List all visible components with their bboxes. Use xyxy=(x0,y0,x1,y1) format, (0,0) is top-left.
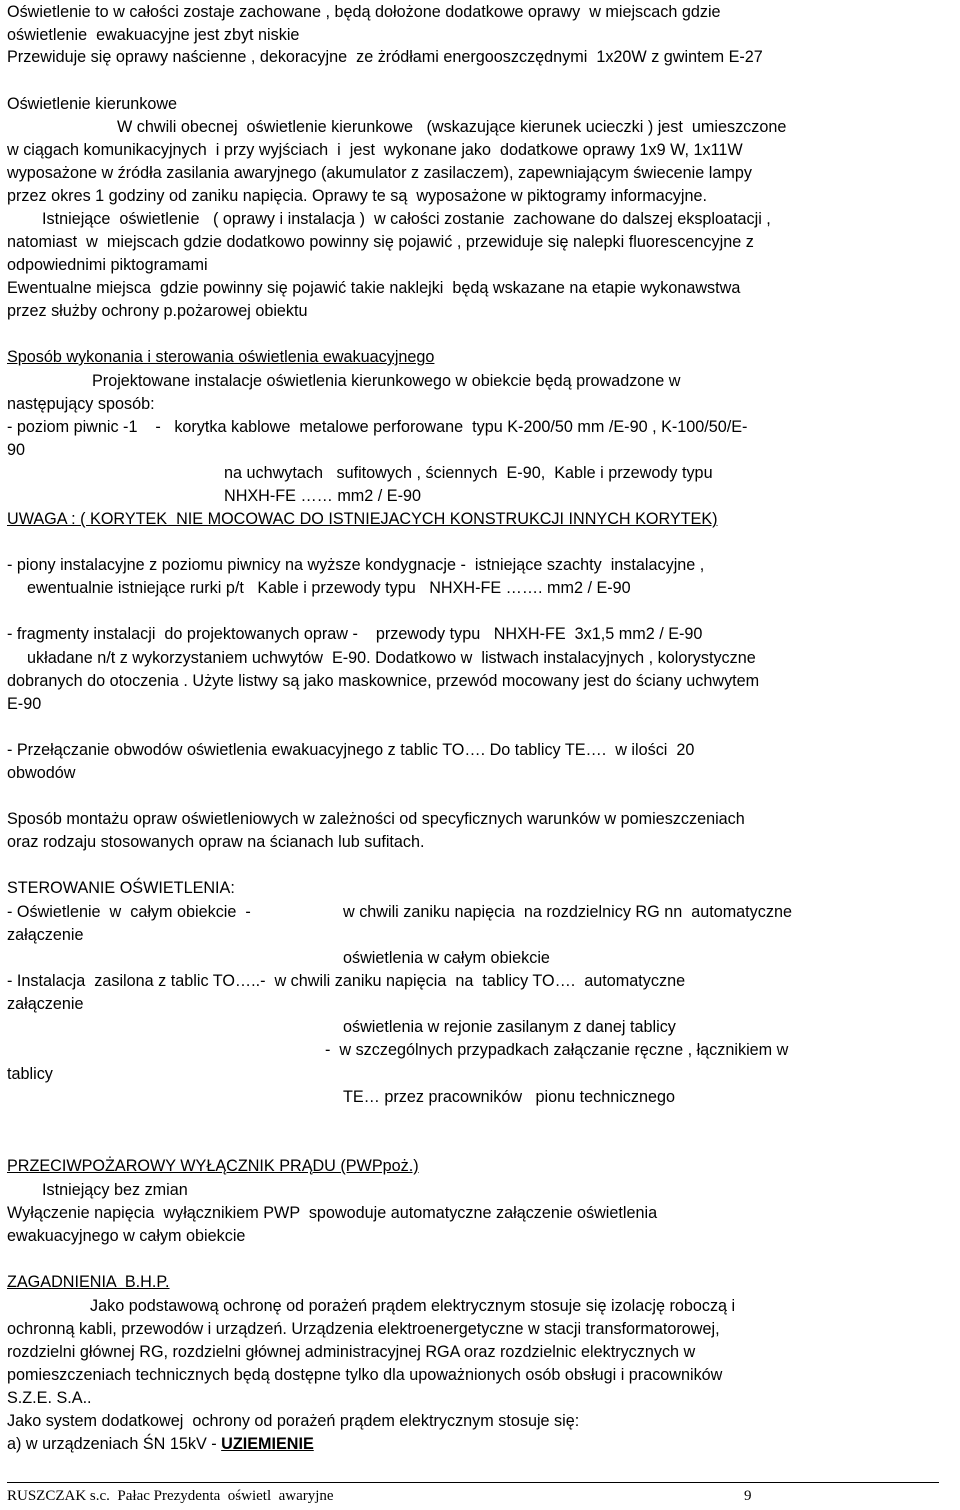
text-line: Wyłączenie napięcia wyłącznikiem PWP spowoduje automatyczne załączenie oświetlenia xyxy=(7,1204,658,1222)
text-line: Sposób montażu opraw oświetleniowych w zależności od specyficznych warunków w pomieszczeniach xyxy=(7,810,745,828)
text-line: ochronną kabli, przewodów i urządzeń. Urządzenia elektroenergetyczne w stacji transformatorowej, xyxy=(7,1320,720,1338)
text-line: TE… przez pracowników pionu technicznego xyxy=(343,1088,676,1106)
text-line: - w szczególnych przypadkach załączanie ręczne , łącznikiem w xyxy=(325,1041,789,1059)
text-line: Ewentualne miejsca gdzie powinny się pojawić takie naklejki będą wskazane na etapie wykonawstwa xyxy=(7,279,741,297)
text-line: wyposażone w źródła zasilania awaryjnego (akumulator z zasilaczem), zapewniającym świecenie lampy xyxy=(7,164,752,182)
text-line: odpowiednimi piktogramami xyxy=(7,256,208,274)
warning-heading: UWAGA : ( KORYTEK NIE MOCOWAC DO ISTNIEJACYCH KONSTRUKCJI INNYCH KORYTEK) xyxy=(7,510,718,528)
text-line: Istniejące oświetlenie ( oprawy i instalacja ) w całości zostanie zachowane do dalszej eksploatacji , xyxy=(42,210,771,228)
section-heading: ZAGADNIENIA B.H.P. xyxy=(7,1273,170,1291)
text-line: - Oświetlenie w całym obiekcie - xyxy=(7,903,251,921)
text-line: Jako system dodatkowej ochrony od porażeń prądem elektrycznym stosuje się: xyxy=(7,1412,580,1430)
text-line: E-90 xyxy=(7,695,42,713)
text-line: załączenie xyxy=(7,926,84,944)
text-line: układane n/t z wykorzystaniem uchwytów E-90. Dodatkowo w listwach instalacyjnych , kolorystyczne xyxy=(27,649,756,667)
text-line: oraz rodzaju stosowanych opraw na ścianach lub sufitach. xyxy=(7,833,425,851)
text-line: przez okres 1 godziny od zaniku napięcia. Oprawy te są wyposażone w piktogramy informacyjne. xyxy=(7,187,707,205)
text-line: tablicy xyxy=(7,1065,53,1083)
text-line: natomiast w miejscach gdzie dodatkowo powinny się pojawić , przewiduje się nalepki fluorescencyjne z xyxy=(7,233,754,251)
text-line: ewentualnie istniejące rurki p/t Kable i przewody typu NHXH-FE ……. mm2 / E-90 xyxy=(27,579,631,597)
text-line: S.Z.E. S.A.. xyxy=(7,1389,92,1407)
text-line: przez służby ochrony p.pożarowej obiektu xyxy=(7,302,308,320)
section-heading: Sposób wykonania i sterowania oświetlenia ewakuacyjnego xyxy=(7,348,435,366)
section-heading: PRZECIWPOŻAROWY WYŁĄCZNIK PRĄDU (PWPpoż.) xyxy=(7,1157,419,1175)
text-line: oświetlenia w całym obiekcie xyxy=(343,949,550,967)
text-line: - Instalacja zasilona z tablic TO…..- w chwili zaniku napięcia na tablicy TO…. automatyczne xyxy=(7,972,686,990)
text-fragment: a) w urządzeniach ŚN 15kV - xyxy=(7,1435,222,1453)
text-line: obwodów xyxy=(7,764,76,782)
text-line: następujący sposób: xyxy=(7,395,155,413)
text-line: - Przełączanie obwodów oświetlenia ewakuacyjnego z tablic TO…. Do tablicy TE…. w ilości 20 xyxy=(7,741,695,759)
text-line: - poziom piwnic -1 - korytka kablowe metalowe perforowane typu K-200/50 mm /E-90 , K-100/50/E- xyxy=(7,418,748,436)
text-line: oświetlenie ewakuacyjne jest zbyt niskie xyxy=(7,26,300,44)
text-line: oświetlenia w rejonie zasilanym z danej tablicy xyxy=(343,1018,676,1036)
text-line: Oświetlenie to w całości zostaje zachowane , będą dołożone dodatkowe oprawy w miejscach gdzie xyxy=(7,3,721,21)
text-line: rozdzielni głównej RG, rozdzielni głównej administracyjnej RGA oraz rozdzielnic elektrycznych w xyxy=(7,1343,696,1361)
text-line: ewakuacyjnego w całym obiekcie xyxy=(7,1227,246,1245)
text-line: pomieszczeniach technicznych będą dostępne tylko dla upoważnionych osób obsługi i pracowników xyxy=(7,1366,723,1384)
footer-divider xyxy=(7,1482,939,1483)
text-line: Przewiduje się oprawy naścienne , dekoracyjne ze żródłami energooszczędnymi 1x20W z gwintem E-27 xyxy=(7,48,763,66)
text-line: - fragmenty instalacji do projektowanych opraw - przewody typu NHXH-FE 3x1,5 mm2 / E-90 xyxy=(7,625,703,643)
text-line: w chwili zaniku napięcia na rozdzielnicy RG nn automatyczne xyxy=(343,903,792,921)
text-line: załączenie xyxy=(7,995,84,1013)
text-line: Projektowane instalacje oświetlenia kierunkowego w obiekcie będą prowadzone w xyxy=(92,372,681,390)
text-line: Istniejący bez zmian xyxy=(42,1181,188,1199)
text-line: 90 xyxy=(7,441,26,459)
section-heading: STEROWANIE OŚWIETLENIA: xyxy=(7,879,235,897)
page-number: 9 xyxy=(744,1488,752,1504)
section-heading: Oświetlenie kierunkowe xyxy=(7,95,178,113)
text-line: Jako podstawową ochronę od porażeń prądem elektrycznym stosuje się izolację roboczą i xyxy=(90,1297,736,1315)
text-line: w ciągach komunikacyjnych i przy wyjściach i jest wykonane jako dodatkowe oprawy 1x9 W, 1x11W xyxy=(7,141,743,159)
text-line: NHXH-FE …… mm2 / E-90 xyxy=(224,487,421,505)
text-line: W chwili obecnej oświetlenie kierunkowe (wskazujące kierunek ucieczki ) jest umieszczone xyxy=(117,118,787,136)
text-line: - piony instalacyjne z poziomu piwnicy na wyższe kondygnacje - istniejące szachty instalacyjne , xyxy=(7,556,705,574)
text-line: dobranych do otoczenia . Użyte listwy są jako maskownice, przewód mocowany jest do ściany uchwytem xyxy=(7,672,760,690)
text-line xyxy=(7,1434,314,1454)
footer-text: RUSZCZAK s.c. Pałac Prezydenta oświetl awaryjne xyxy=(7,1488,334,1504)
emphasis-text: UZIEMIENIE xyxy=(221,1435,314,1453)
text-line: na uchwytach sufitowych , ściennych E-90, Kable i przewody typu xyxy=(224,464,713,482)
